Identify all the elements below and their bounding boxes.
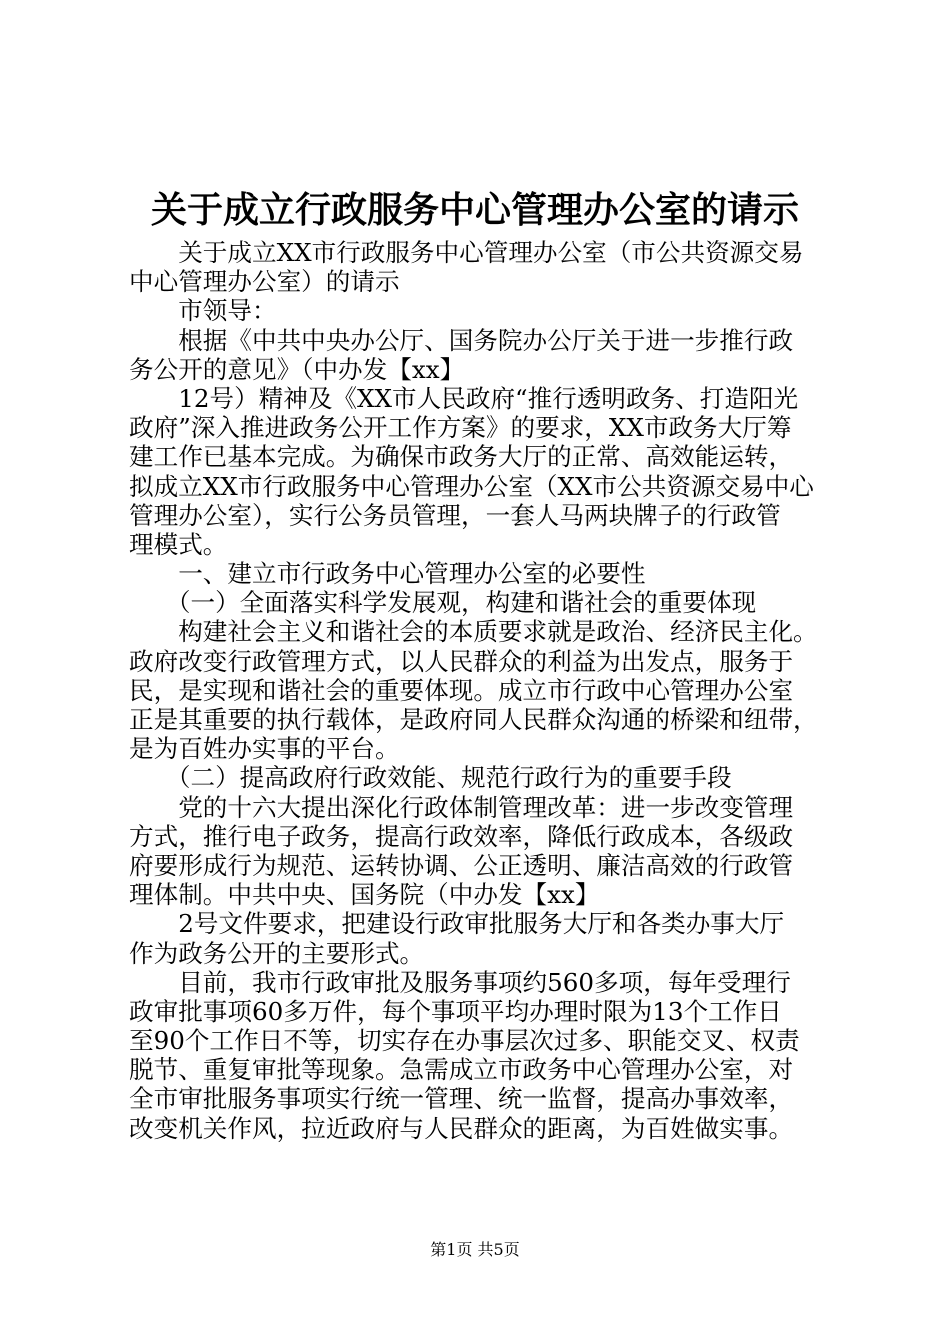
body-line: 管理办公室），实行公务员管理，一套人马两块牌子的行政管 — [129, 500, 781, 530]
body-line: 方式，推行电子政务，提高行政效率，降低行政成本，各级政 — [129, 821, 794, 851]
body-line: 关于成立XX市行政服务中心管理办公室（市公共资源交易 — [129, 238, 804, 267]
body-line: 府要形成行为规范、运转协调、公正透明、廉洁高效的行政管 — [129, 850, 794, 880]
body-line: 2号文件要求，把建设行政审批服务大厅和各类办事大厅 — [129, 909, 785, 939]
body-line: 中心管理办公室）的请示 — [129, 267, 400, 297]
body-line: 作为政务公开的主要形式。 — [129, 938, 425, 968]
subsection-heading: （一）全面落实科学发展观，构建和谐社会的重要体现 — [129, 588, 757, 618]
body-line: 民，是实现和谐社会的重要体现。成立市行政中心管理办公室 — [129, 675, 794, 705]
body-line: 建工作已基本完成。为确保市政务大厅的正常、高效能运转， — [129, 442, 794, 472]
body-line: 理模式。 — [129, 529, 228, 559]
document-title: 关于成立行政服务中心管理办公室的请示 — [150, 189, 799, 231]
body-line: 脱节、重复审批等现象。急需成立市政务中心管理办公室，对 — [129, 1055, 794, 1085]
body-line: 理体制。中共中央、国务院（中办发【xx】 — [129, 880, 600, 910]
subsection-heading: （二）提高政府行政效能、规范行政行为的重要手段 — [129, 763, 732, 793]
document-body — [129, 238, 834, 1143]
body-line: 政审批事项60多万件，每个事项平均办理时限为13个工作日 — [129, 996, 782, 1026]
body-line: 正是其重要的执行载体，是政府同人民群众沟通的桥梁和纽带， — [129, 705, 818, 734]
page-footer: 第1页 共5页 — [430, 1240, 520, 1259]
body-line: 改变机关作风，拉近政府与人民群众的距离，为百姓做实事。 — [129, 1113, 794, 1143]
body-line: 根据《中共中央办公厅、国务院办公厅关于进一步推行政 — [129, 325, 794, 355]
body-line: 拟成立XX市行政服务中心管理办公室（XX市公共资源交易中心 — [129, 471, 814, 501]
body-line: 全市审批服务事项实行统一管理、统一监督，提高办事效率， — [129, 1084, 794, 1114]
body-line: 务公开的意见》（中办发【xx】 — [129, 354, 465, 384]
body-line: 12号）精神及《XX市人民政府“推行透明政务、打造阳光 — [129, 383, 799, 413]
body-line: 政府”深入推进政务公开工作方案》的要求，XX市政务大厅筹 — [129, 413, 792, 443]
section-heading: 一、建立市行政务中心管理办公室的必要性 — [129, 559, 646, 589]
body-line: 党的十六大提出深化行政体制管理改革：进一步改变管理 — [129, 792, 794, 822]
body-line: 构建社会主义和谐社会的本质要求就是政治、经济民主化。 — [129, 617, 818, 647]
body-line: 市领导： — [129, 296, 277, 326]
body-line: 政府改变行政管理方式，以人民群众的利益为出发点，服务于 — [129, 646, 794, 676]
body-line: 至90个工作日不等，切实存在办事层次过多、职能交叉、权责 — [129, 1026, 800, 1056]
body-line: 是为百姓办实事的平台。 — [129, 734, 400, 764]
body-line: 目前，我市行政审批及服务事项约560多项，每年受理行 — [129, 967, 791, 997]
